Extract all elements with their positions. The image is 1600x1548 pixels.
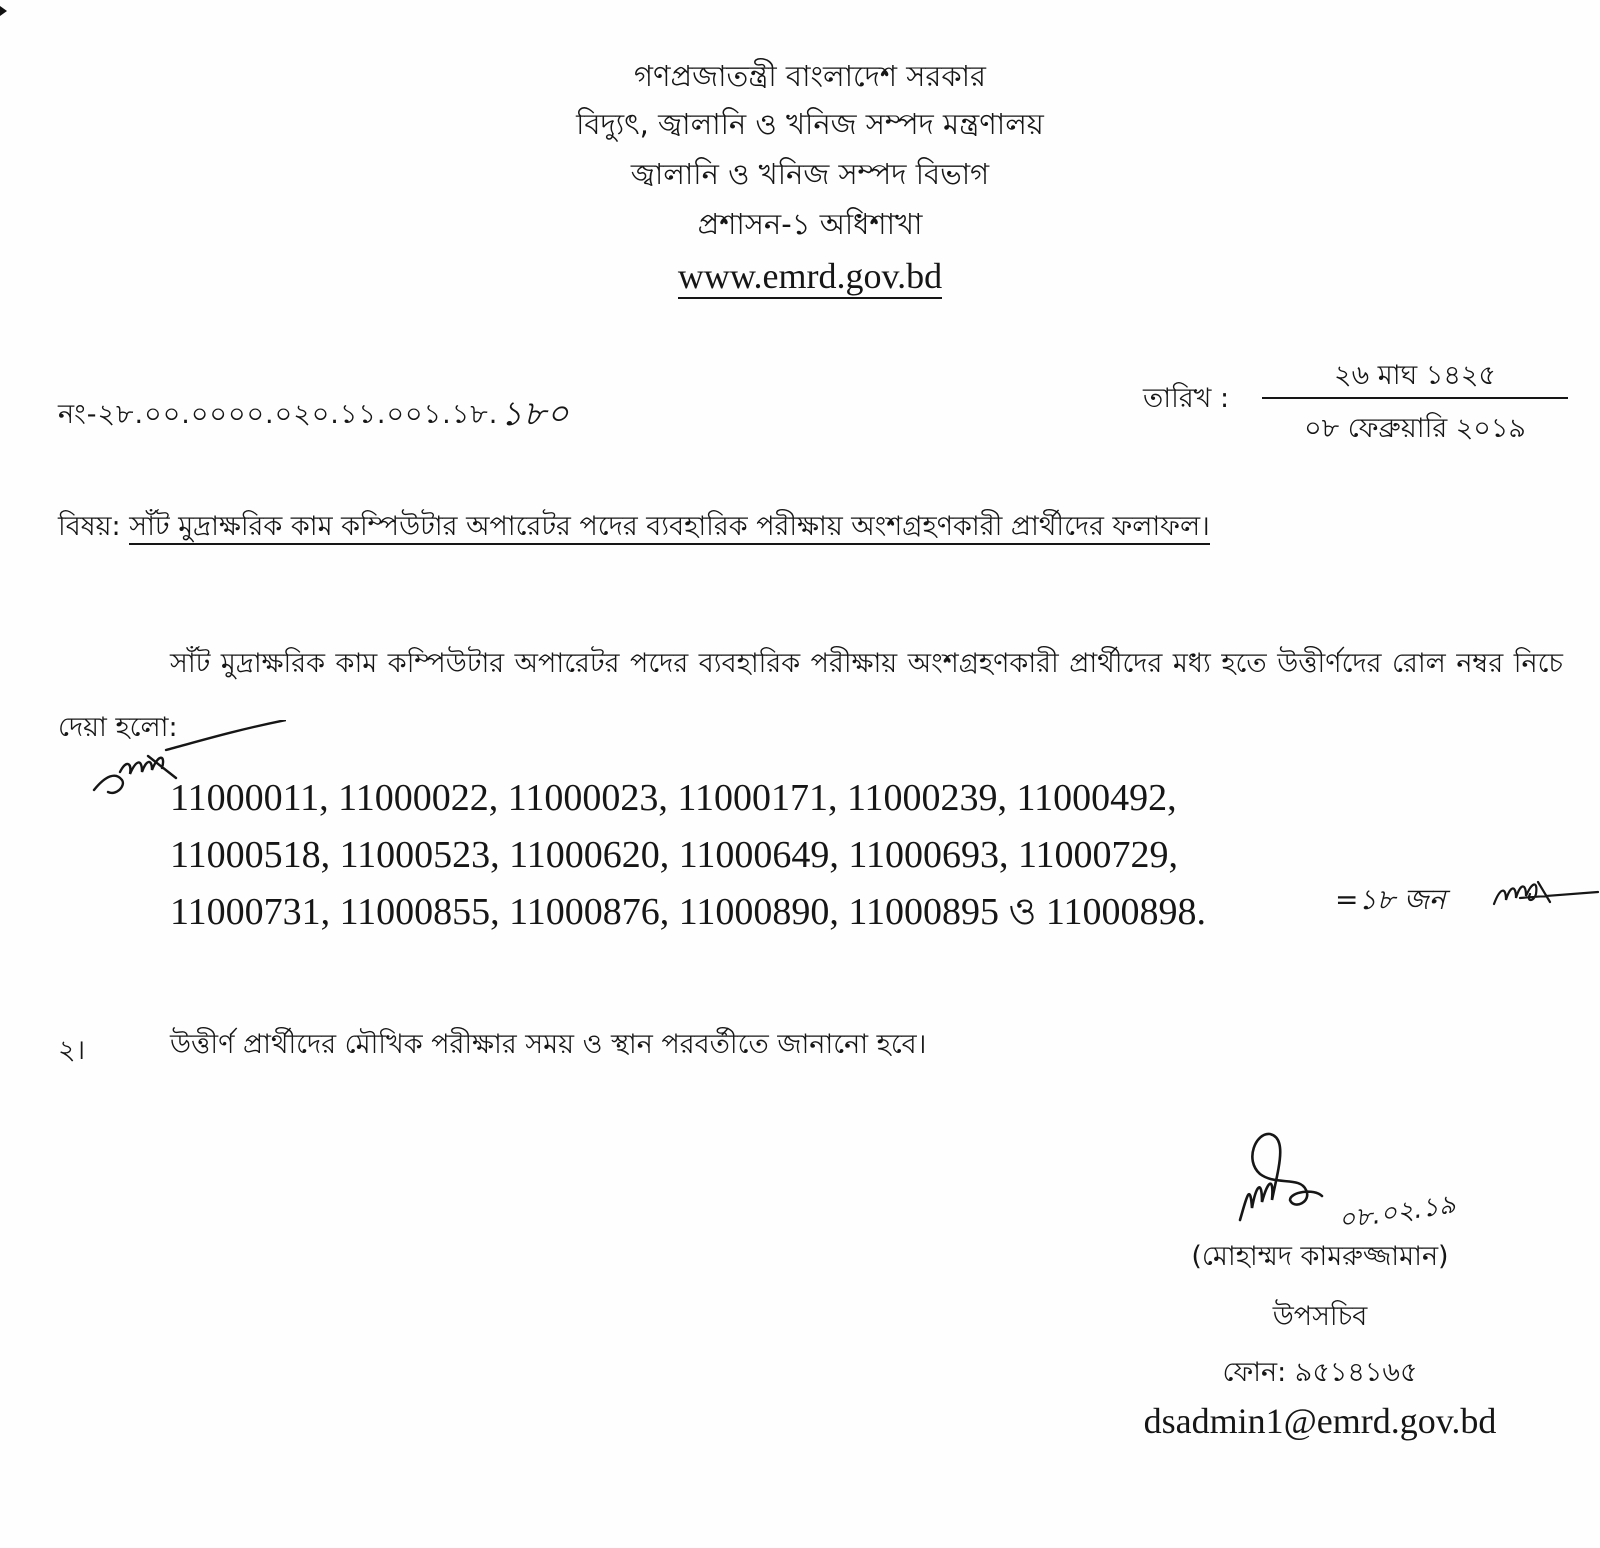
signatory-designation: উপসচিব (1272, 1301, 1368, 1332)
signatory-phone: ফোন: ৯৫১৪১৬৫ (1222, 1357, 1418, 1388)
header-ministry: বিদ্যুৎ, জ্বালানি ও খনিজ সম্পদ মন্ত্রণালয় (576, 107, 1044, 141)
memo-number-handwritten: ১৮০ (500, 394, 570, 434)
roll-number-list (170, 770, 1206, 941)
subject-label: বিষয়: (58, 511, 121, 542)
header-division: জ্বালানি ও খনিজ সম্পদ বিভাগ (630, 157, 990, 191)
subject-line (58, 506, 1210, 551)
date-label: তারিখ : (1143, 383, 1230, 414)
scan-mark (0, 6, 7, 16)
subject-text: সাঁট মুদ্রাক্ষরিক কাম কম্পিউটার অপারেটর পদের ব্যবহারিক পরীক্ষায় অংশগ্রহণকারী প্রার্থীদের ফলাফল। (129, 511, 1210, 545)
header-government: গণপ্রজাতন্ত্রী বাংলাদেশ সরকার (633, 59, 987, 93)
point-2-text: উত্তীর্ণ প্রার্থীদের মৌখিক পরীক্ষার সময় ও স্থান পরবর্তীতে জানানো হবে। (170, 1029, 927, 1060)
signatory-name: (মোহাম্মদ কামরুজ্জামান) (1191, 1241, 1449, 1272)
website-link[interactable]: www.emrd.gov.bd (678, 256, 942, 299)
date-english: ০৮ ফেব্রুয়ারি ২০১৯ (1304, 413, 1526, 444)
signatory-email[interactable]: dsadmin1@emrd.gov.bd (1143, 1401, 1497, 1441)
signature-icon (1230, 1130, 1570, 1240)
body-paragraph: সাঁট মুদ্রাক্ষরিক কাম কম্পিউটার অপারেটর পদের ব্যবহারিক পরীক্ষায় অংশগ্রহণকারী প্রার্থীদের মধ্য হতে উত্তীর্ণদের রোল নম্বর নিচে দেয়া হলো: (58, 648, 1563, 743)
signature-date: ০৮.০২.১৯ (1336, 1189, 1458, 1236)
handwritten-count: =১৮ জন (1335, 883, 1446, 916)
memo-number (58, 386, 570, 443)
header-website[interactable] (0, 254, 1600, 298)
date-bangla: ২৬ মাঘ ১৪২৫ (1334, 360, 1496, 391)
date-divider (1262, 397, 1568, 399)
memo-number-printed: নং-২৮.০০.০০০০.০২০.১১.০০১.১৮. (58, 399, 499, 430)
roll-line-1: 11000011, 11000022, 11000023, 11000171, 11000239, 11000492, (170, 777, 1177, 819)
roll-line-2: 11000518, 11000523, 11000620, 11000649, 11000693, 11000729, (170, 834, 1179, 876)
roll-line-3: 11000731, 11000855, 11000876, 11000890, 11000895 ও 11000898. (170, 891, 1207, 933)
header-section: প্রশাসন-১ অধিশাখা (697, 207, 923, 241)
handwritten-initial-right (1490, 868, 1600, 924)
point-2-number: ২। (58, 1035, 86, 1066)
